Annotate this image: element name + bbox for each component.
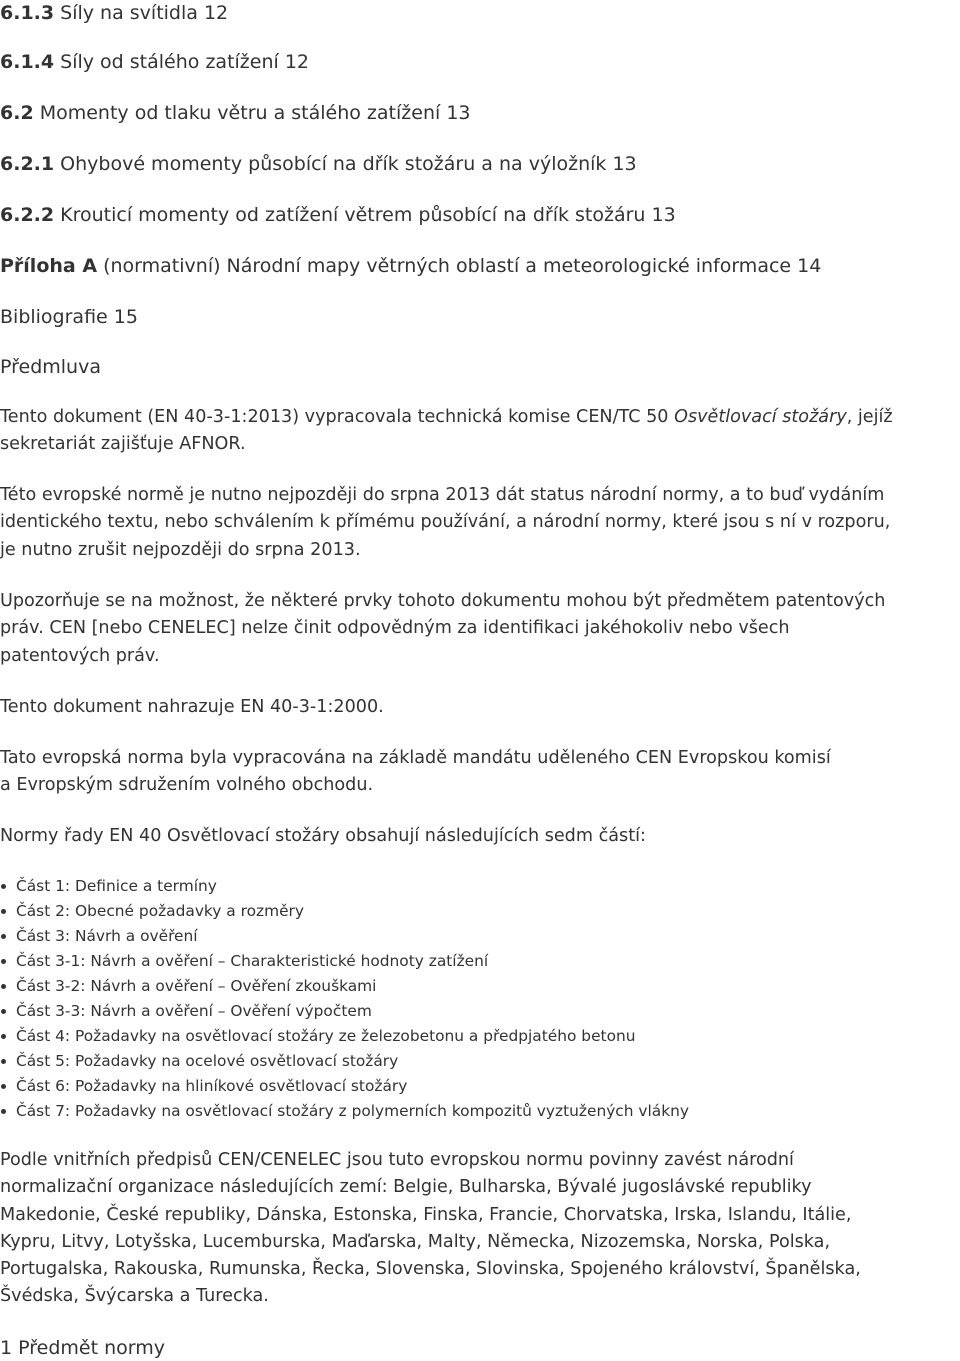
toc-entry-title: Momenty od tlaku větru a stálého zatížení xyxy=(39,102,441,124)
list-item-text: Část 2: Obecné požadavky a rozměry xyxy=(16,902,304,920)
committee-title: Osvětlovací stožáry xyxy=(674,407,847,427)
toc-entry-title: Krouticí momenty od zatížení větrem působící na dřík stožáru xyxy=(60,204,646,226)
toc-entry-page: 13 xyxy=(651,204,676,226)
paragraph-line: Makedonie, České republiky, Dánska, Estonska, Finska, Francie, Chorvatska, Irska, Islandu, Itálie, xyxy=(0,1204,852,1225)
list-item-text: Část 7: Požadavky na osvětlovací stožáry z polymerních kompozitů vyztužených vlákny xyxy=(16,1102,690,1120)
paragraph-patents xyxy=(0,588,960,670)
paragraph-line xyxy=(0,404,960,431)
paragraph-line: Této evropské normě je nutno nejpozději do srpna 2013 dát status národní normy, a to buď vydáním xyxy=(0,485,885,505)
toc-entry-page: 13 xyxy=(612,153,637,175)
bullet-icon xyxy=(1,934,6,939)
toc-entry-title: Síly na svítidla xyxy=(60,2,198,24)
list-item xyxy=(0,899,689,924)
list-item-text: Část 6: Požadavky na hliníkové osvětlovací stožáry xyxy=(16,1077,408,1095)
bullet-icon xyxy=(1,884,6,889)
list-item xyxy=(0,999,689,1024)
paragraph-countries xyxy=(0,1147,960,1311)
toc-entry[interactable] xyxy=(0,202,676,228)
toc-entry-page: 14 xyxy=(797,255,822,277)
toc-entry-page: 13 xyxy=(446,102,471,124)
toc-entry-number: 6.2.2 xyxy=(0,204,55,226)
paragraph-line: Tento dokument nahrazuje EN 40-3-1:2000. xyxy=(0,697,384,717)
toc-entry-page: 12 xyxy=(203,2,229,24)
paragraph-line: Kypru, Litvy, Lotyšska, Lucemburska, Maďarska, Malty, Německa, Nizozemska, Norska, Polska, xyxy=(0,1231,831,1252)
toc-entry-page: 15 xyxy=(113,306,138,328)
list-item xyxy=(0,1049,689,1074)
toc-entry-page: 12 xyxy=(284,51,310,73)
paragraph-line: patentových práv. xyxy=(0,645,160,666)
paragraph-series-intro xyxy=(0,823,960,850)
list-item-text: Část 3-1: Návrh a ověření – Charakteristické hodnoty zatížení xyxy=(16,952,489,970)
list-item xyxy=(0,974,689,999)
bullet-icon xyxy=(1,909,6,914)
list-item-text: Část 4: Požadavky na osvětlovací stožáry ze železobetonu a předpjatého betonu xyxy=(16,1027,636,1045)
toc-entry-title: Bibliografie xyxy=(0,306,108,328)
bullet-icon xyxy=(1,984,6,989)
paragraph-line: práv. CEN [nebo CENELEC] nelze činit odpovědným za identifikaci jakéhokoliv nebo všech xyxy=(0,618,790,639)
toc-entry-number: Příloha A xyxy=(0,255,98,277)
paragraph-line: sekretariát zajišťuje AFNOR. xyxy=(0,434,246,455)
list-item-text: Část 3-3: Návrh a ověření – Ověření výpočtem xyxy=(16,1002,372,1020)
paragraph-line: je nutno zrušit nejpozději do srpna 2013. xyxy=(0,539,361,560)
toc-entry[interactable] xyxy=(0,100,471,126)
paragraph-line: Tato evropská norma byla vypracována na základě mandátu uděleného CEN Evropskou komisí xyxy=(0,748,831,768)
toc-entry[interactable] xyxy=(0,304,138,330)
toc-entry[interactable] xyxy=(0,0,228,26)
list-item xyxy=(0,949,689,974)
parts-list xyxy=(0,874,689,1124)
toc-entry[interactable] xyxy=(0,49,309,75)
toc-entry-number: 6.1.3 xyxy=(0,2,55,24)
list-item xyxy=(0,1074,689,1099)
toc-entry-number: 6.1.4 xyxy=(0,51,55,73)
paragraph-line: Švédska, Švýcarska a Turecka. xyxy=(0,1286,269,1307)
paragraph-line: Normy řady EN 40 Osvětlovací stožáry obsahují následujících sedm částí: xyxy=(0,826,646,846)
list-item-text: Část 3: Návrh a ověření xyxy=(16,927,198,945)
foreword-heading: Předmluva xyxy=(0,356,101,378)
bullet-icon xyxy=(1,1009,6,1014)
bullet-icon xyxy=(1,1084,6,1089)
toc-entry-title: (normativní) Národní mapy větrných oblastí a meteorologické informace xyxy=(103,255,792,277)
paragraph-line: Portugalska, Rakouska, Rumunska, Řecka, Slovenska, Slovinska, Spojeného království, Španělska, xyxy=(0,1259,861,1280)
bullet-icon xyxy=(1,959,6,964)
paragraph-line: Podle vnitřních předpisů CEN/CENELEC jsou tuto evropskou normu povinny zavést národní xyxy=(0,1150,794,1170)
toc-entry-number: 6.2.1 xyxy=(0,153,55,175)
bullet-icon xyxy=(1,1034,6,1039)
list-item xyxy=(0,874,689,899)
toc-entry[interactable] xyxy=(0,151,637,177)
paragraph-line: identického textu, nebo schválením k přímému používání, a národní normy, které jsou s ní v rozporu, xyxy=(0,512,891,533)
text-run: , jejíž xyxy=(846,407,893,427)
toc-entry-number: 6.2 xyxy=(0,102,34,124)
list-item-text: Část 3-2: Návrh a ověření – Ověření zkouškami xyxy=(16,977,377,995)
paragraph-line: Upozorňuje se na možnost, že některé prvky tohoto dokumentu mohou být předmětem patentových xyxy=(0,591,886,611)
toc-entry-title: Ohybové momenty působící na dřík stožáru a na výložník xyxy=(60,153,607,175)
bullet-icon xyxy=(1,1059,6,1064)
paragraph-line: a Evropským sdružením volného obchodu. xyxy=(0,775,374,796)
list-item xyxy=(0,924,689,949)
section-heading: 1 Předmět normy xyxy=(0,1337,165,1359)
paragraph-national-status xyxy=(0,482,960,564)
paragraph-line: normalizační organizace následujících zemí: Belgie, Bulharska, Bývalé jugoslávské republiky xyxy=(0,1177,812,1198)
paragraph-mandate xyxy=(0,745,960,800)
bullet-icon xyxy=(1,1109,6,1114)
paragraph-committee xyxy=(0,404,960,459)
list-item xyxy=(0,1024,689,1049)
text-run: Tento dokument (EN 40-3-1:2013) vypracovala technická komise CEN/TC 50 xyxy=(0,407,675,427)
list-item-text: Část 5: Požadavky na ocelové osvětlovací stožáry xyxy=(16,1052,399,1070)
toc-entry[interactable] xyxy=(0,253,821,279)
paragraph-supersedes xyxy=(0,694,960,721)
list-item-text: Část 1: Definice a termíny xyxy=(16,877,217,895)
toc-entry-title: Síly od stálého zatížení xyxy=(60,51,279,73)
list-item xyxy=(0,1099,689,1124)
